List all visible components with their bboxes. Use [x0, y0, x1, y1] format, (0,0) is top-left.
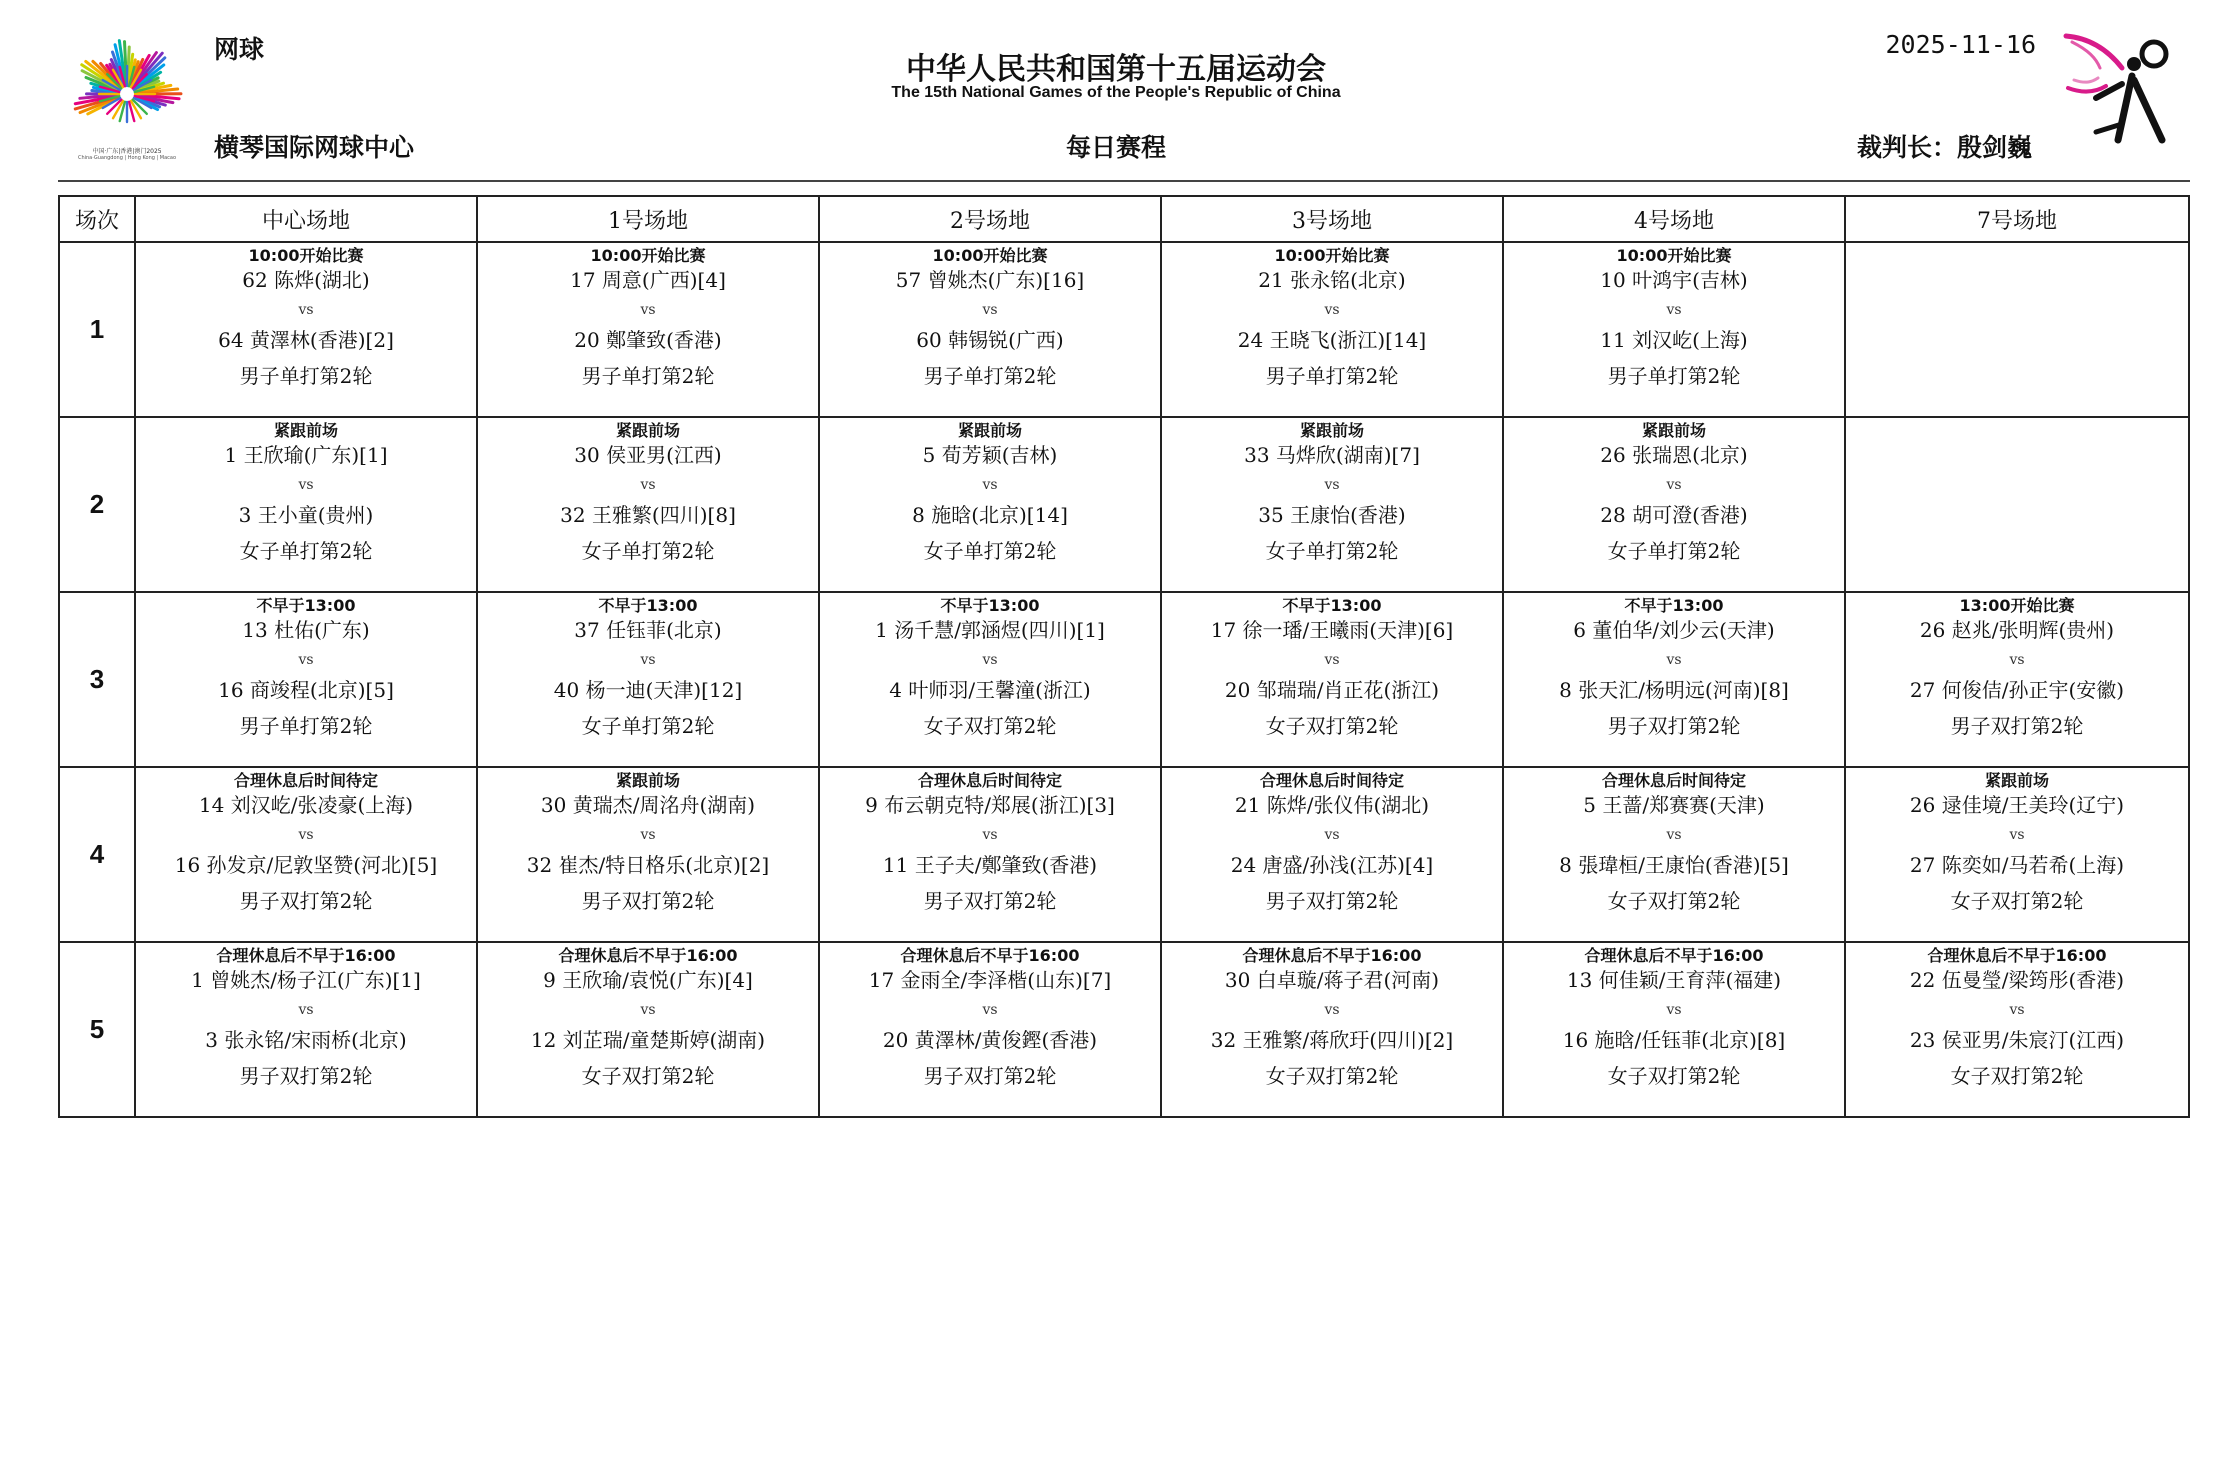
- match-card: [478, 768, 818, 939]
- match-cell: [1503, 942, 1845, 1117]
- match-card: [478, 243, 818, 414]
- player-two: 3 王小童(贵州): [238, 503, 374, 527]
- match-cell: [819, 242, 1161, 417]
- match-time-note: 紧跟前场: [957, 421, 1022, 440]
- table-row: [59, 242, 2189, 417]
- event-round: 女子单打第2轮: [923, 539, 1057, 563]
- match-cell: [1161, 942, 1503, 1117]
- versus-label: vs: [298, 652, 314, 668]
- slot-number: 1: [59, 242, 135, 417]
- versus-label: vs: [1324, 1002, 1340, 1018]
- match-card: [1504, 593, 1844, 764]
- player-two: 27 陈奕如/马若希(上海): [1909, 853, 2125, 877]
- match-card: [1162, 768, 1502, 939]
- event-round: 男子双打第2轮: [581, 889, 715, 913]
- schedule-body: [59, 242, 2189, 1117]
- event-round: 男子单打第2轮: [1265, 364, 1399, 388]
- versus-label: vs: [1666, 827, 1682, 843]
- versus-label: vs: [1324, 652, 1340, 668]
- match-cell: [1161, 417, 1503, 592]
- schedule-table: [58, 195, 2190, 1118]
- match-cell: [477, 942, 819, 1117]
- versus-label: vs: [2009, 1002, 2025, 1018]
- event-round: 男子双打第2轮: [923, 889, 1057, 913]
- player-one: 5 荀芳颖(吉林): [922, 443, 1058, 467]
- match-time-note: 合理休息后不早于16:00: [900, 946, 1080, 965]
- match-time-note: 10:00开始比赛: [590, 246, 706, 265]
- player-one: 33 马烨欣(湖南)[7]: [1244, 443, 1420, 467]
- page-subtitle: 每日赛程: [1065, 133, 1166, 162]
- player-one: 14 刘汉屹/张凌豪(上海): [198, 793, 414, 817]
- event-round: 男子双打第2轮: [239, 1064, 373, 1088]
- match-cell: [1503, 592, 1845, 767]
- match-time-note: 不早于13:00: [256, 596, 356, 615]
- match-card: [1504, 768, 1844, 939]
- event-round: 女子单打第2轮: [239, 539, 373, 563]
- versus-label: vs: [982, 302, 998, 318]
- player-one: 13 何佳颖/王育萍(福建): [1566, 968, 1782, 992]
- player-one: 57 曾姚杰(广东)[16]: [895, 268, 1085, 292]
- match-card: [136, 593, 476, 764]
- match-cell: [1161, 592, 1503, 767]
- empty-match-cell: [1845, 417, 2189, 592]
- player-one: 37 任钰菲(北京): [574, 618, 722, 642]
- versus-label: vs: [640, 827, 656, 843]
- match-time-note: 不早于13:00: [940, 596, 1040, 615]
- match-cell: [1161, 767, 1503, 942]
- versus-label: vs: [298, 302, 314, 318]
- match-time-note: 10:00开始比赛: [932, 246, 1048, 265]
- player-one: 30 白卓璇/蒋子君(河南): [1224, 968, 1440, 992]
- player-one: 13 杜佑(广东): [242, 618, 370, 642]
- match-time-note: 紧跟前场: [273, 421, 338, 440]
- player-one: 17 金雨全/李泽楷(山东)[7]: [868, 968, 1112, 992]
- versus-label: vs: [1666, 652, 1682, 668]
- sport-pictogram: [2060, 28, 2176, 164]
- player-two: 16 孙发京/尼敦坚赞(河北)[5]: [174, 853, 438, 877]
- event-round: 女子双打第2轮: [1265, 1064, 1399, 1088]
- player-one: 1 汤千慧/郭涵煜(四川)[1]: [875, 618, 1105, 642]
- match-time-note: 合理休息后不早于16:00: [558, 946, 738, 965]
- event-round: 女子单打第2轮: [1607, 539, 1741, 563]
- match-cell: [477, 242, 819, 417]
- versus-label: vs: [982, 1002, 998, 1018]
- sport-name: 网球: [214, 35, 265, 64]
- match-cell: [135, 592, 477, 767]
- versus-label: vs: [640, 1002, 656, 1018]
- match-time-note: 紧跟前场: [1299, 421, 1364, 440]
- table-row: [59, 592, 2189, 767]
- referee-name: 裁判长：殷剑巍: [1856, 133, 2032, 162]
- match-time-note: 10:00开始比赛: [248, 246, 364, 265]
- versus-label: vs: [982, 652, 998, 668]
- match-time-note: 合理休息后时间待定: [1259, 771, 1404, 790]
- event-round: 女子双打第2轮: [1607, 889, 1741, 913]
- logo-caption: 中国·广东|香港|澳门2025: [92, 148, 162, 155]
- versus-label: vs: [640, 302, 656, 318]
- versus-label: vs: [298, 477, 314, 493]
- match-time-note: 紧跟前场: [1641, 421, 1706, 440]
- column-header-court: 1号场地: [477, 196, 819, 242]
- match-card: [478, 943, 818, 1114]
- event-round: 男子双打第2轮: [239, 889, 373, 913]
- match-cell: [135, 767, 477, 942]
- match-card: [1846, 943, 2188, 1114]
- match-time-note: 紧跟前场: [615, 771, 680, 790]
- event-round: 女子双打第2轮: [1950, 1064, 2084, 1088]
- match-card: [820, 243, 1160, 414]
- player-two: 20 黄澤林/黄俊鏗(香港): [882, 1028, 1098, 1052]
- match-time-note: 不早于13:00: [598, 596, 698, 615]
- match-cell: [1503, 767, 1845, 942]
- player-two: 8 施晗(北京)[14]: [912, 503, 1068, 527]
- player-two: 16 施晗/任钰菲(北京)[8]: [1562, 1028, 1786, 1052]
- event-round: 男子单打第2轮: [923, 364, 1057, 388]
- match-cell: [819, 942, 1161, 1117]
- match-time-note: 合理休息后时间待定: [917, 771, 1062, 790]
- player-two: 4 叶师羽/王馨潼(浙江): [889, 678, 1091, 702]
- player-two: 24 唐盛/孙浅(江苏)[4]: [1230, 853, 1434, 877]
- player-one: 30 黄瑞杰/周洺舟(湖南): [540, 793, 756, 817]
- match-time-note: 合理休息后不早于16:00: [1242, 946, 1422, 965]
- player-two: 11 王子夫/鄭肇致(香港): [882, 853, 1098, 877]
- player-one: 17 周意(广西)[4]: [570, 268, 726, 292]
- event-round: 男子双打第2轮: [923, 1064, 1057, 1088]
- match-cell: [135, 242, 477, 417]
- match-time-note: 紧跟前场: [615, 421, 680, 440]
- player-one: 1 曾姚杰/杨子江(广东)[1]: [191, 968, 421, 992]
- player-one: 5 王蔷/郑赛赛(天津): [1583, 793, 1765, 817]
- empty-match-cell: [1845, 242, 2189, 417]
- match-cell: [1503, 242, 1845, 417]
- player-two: 32 王雅繁/蒋欣玗(四川)[2]: [1210, 1028, 1454, 1052]
- player-two: 27 何俊佶/孙正宇(安徽): [1909, 678, 2125, 702]
- match-card: [1162, 943, 1502, 1114]
- match-cell: [819, 592, 1161, 767]
- match-card: [1162, 593, 1502, 764]
- versus-label: vs: [1324, 477, 1340, 493]
- event-round: 男子双打第2轮: [1607, 714, 1741, 738]
- versus-label: vs: [640, 477, 656, 493]
- player-one: 26 张瑞恩(北京): [1600, 443, 1748, 467]
- tennis-pictogram-icon: [2060, 28, 2176, 164]
- versus-label: vs: [1666, 302, 1682, 318]
- player-one: 17 徐一璠/王曦雨(天津)[6]: [1210, 618, 1454, 642]
- table-header-row: [59, 196, 2189, 242]
- schedule-date: 2025-11-16: [1885, 30, 2036, 59]
- versus-label: vs: [1324, 827, 1340, 843]
- match-time-note: 10:00开始比赛: [1616, 246, 1732, 265]
- event-round: 男子双打第2轮: [1950, 714, 2084, 738]
- event-round: 女子双打第2轮: [1265, 714, 1399, 738]
- match-card: [1504, 243, 1844, 414]
- player-two: 23 侯亚男/朱宸汀(江西): [1909, 1028, 2125, 1052]
- match-cell: [1503, 417, 1845, 592]
- player-two: 64 黄澤林(香港)[2]: [218, 328, 394, 352]
- versus-label: vs: [982, 477, 998, 493]
- match-time-note: 合理休息后时间待定: [1601, 771, 1746, 790]
- player-two: 40 杨一迪(天津)[12]: [553, 678, 743, 702]
- match-time-note: 10:00开始比赛: [1274, 246, 1390, 265]
- player-two: 8 張瑋桓/王康怡(香港)[5]: [1559, 853, 1789, 877]
- versus-label: vs: [1666, 1002, 1682, 1018]
- match-cell: [135, 942, 477, 1117]
- match-card: [1162, 418, 1502, 589]
- match-card: [478, 593, 818, 764]
- player-one: 9 王欣瑜/袁悦(广东)[4]: [543, 968, 753, 992]
- versus-label: vs: [1324, 302, 1340, 318]
- player-one: 1 王欣瑜(广东)[1]: [224, 443, 388, 467]
- match-cell: [819, 767, 1161, 942]
- match-cell: [135, 417, 477, 592]
- player-two: 60 韩锡锐(广西): [916, 328, 1064, 352]
- player-two: 12 刘芷瑞/童楚斯婷(湖南): [530, 1028, 766, 1052]
- player-one: 30 侯亚男(江西): [574, 443, 722, 467]
- match-card: [1846, 768, 2188, 939]
- slot-number: 4: [59, 767, 135, 942]
- player-one: 62 陈烨(湖北): [242, 268, 370, 292]
- player-one: 21 陈烨/张仪伟(湖北): [1234, 793, 1430, 817]
- slot-number: 2: [59, 417, 135, 592]
- column-header-slot: 场次: [59, 196, 135, 242]
- match-card: [1504, 418, 1844, 589]
- player-one: 6 董伯华/刘少云(天津): [1573, 618, 1775, 642]
- match-time-note: 不早于13:00: [1624, 596, 1724, 615]
- event-round: 男子单打第2轮: [239, 364, 373, 388]
- match-card: [478, 418, 818, 589]
- player-two: 16 商竣程(北京)[5]: [218, 678, 394, 702]
- player-one: 10 叶鸿宇(吉林): [1600, 268, 1748, 292]
- player-two: 8 张天汇/杨明远(河南)[8]: [1559, 678, 1789, 702]
- match-card: [136, 768, 476, 939]
- match-time-note: 合理休息后不早于16:00: [1927, 946, 2107, 965]
- player-two: 28 胡可澄(香港): [1600, 503, 1748, 527]
- match-card: [820, 768, 1160, 939]
- player-two: 35 王康怡(香港): [1258, 503, 1406, 527]
- event-round: 女子双打第2轮: [923, 714, 1057, 738]
- page-title-en: The 15th National Games of the People's Republic of China: [891, 84, 1341, 101]
- versus-label: vs: [640, 652, 656, 668]
- header-divider: [58, 180, 2190, 182]
- column-header-court: 7号场地: [1845, 196, 2189, 242]
- event-round: 女子单打第2轮: [581, 539, 715, 563]
- match-card: [136, 418, 476, 589]
- match-card: [1504, 943, 1844, 1114]
- versus-label: vs: [1666, 477, 1682, 493]
- match-cell: [477, 592, 819, 767]
- player-two: 11 刘汉屹(上海): [1600, 328, 1748, 352]
- match-time-note: 合理休息后不早于16:00: [1584, 946, 1764, 965]
- match-cell: [1845, 942, 2189, 1117]
- player-two: 32 崔杰/特日格乐(北京)[2]: [526, 853, 770, 877]
- match-card: [136, 243, 476, 414]
- match-time-note: 不早于13:00: [1282, 596, 1382, 615]
- event-round: 男子双打第2轮: [1265, 889, 1399, 913]
- page-title: 中华人民共和国第十五届运动会: [906, 52, 1326, 87]
- versus-label: vs: [298, 1002, 314, 1018]
- event-round: 女子单打第2轮: [1265, 539, 1399, 563]
- match-cell: [1845, 592, 2189, 767]
- column-header-court: 中心场地: [135, 196, 477, 242]
- match-time-note: 合理休息后时间待定: [233, 771, 378, 790]
- event-round: 女子双打第2轮: [1607, 1064, 1741, 1088]
- table-row: [59, 767, 2189, 942]
- match-time-note: 紧跟前场: [1984, 771, 2049, 790]
- player-one: 26 逯佳境/王美玲(辽宁): [1909, 793, 2125, 817]
- event-round: 男子单打第2轮: [239, 714, 373, 738]
- player-one: 26 赵兆/张明辉(贵州): [1919, 618, 2115, 642]
- match-card: [820, 593, 1160, 764]
- player-two: 32 王雅繁(四川)[8]: [560, 503, 736, 527]
- table-row: [59, 942, 2189, 1117]
- versus-label: vs: [982, 827, 998, 843]
- player-two: 24 王晓飞(浙江)[14]: [1237, 328, 1427, 352]
- event-round: 女子双打第2轮: [1950, 889, 2084, 913]
- match-cell: [1845, 767, 2189, 942]
- player-one: 22 伍曼瑩/梁筠彤(香港): [1909, 968, 2125, 992]
- versus-label: vs: [2009, 827, 2025, 843]
- match-card: [820, 943, 1160, 1114]
- match-cell: [1161, 242, 1503, 417]
- player-two: 20 鄭肇致(香港): [574, 328, 722, 352]
- event-round: 男子单打第2轮: [581, 364, 715, 388]
- match-card: [1162, 243, 1502, 414]
- match-cell: [477, 767, 819, 942]
- column-header-court: 4号场地: [1503, 196, 1845, 242]
- column-header-court: 3号场地: [1161, 196, 1503, 242]
- match-time-note: 13:00开始比赛: [1959, 596, 2075, 615]
- slot-number: 3: [59, 592, 135, 767]
- player-one: 21 张永铭(北京): [1258, 268, 1406, 292]
- match-card: [820, 418, 1160, 589]
- slot-number: 5: [59, 942, 135, 1117]
- match-cell: [477, 417, 819, 592]
- event-round: 男子单打第2轮: [1607, 364, 1741, 388]
- versus-label: vs: [2009, 652, 2025, 668]
- venue-name: 横琴国际网球中心: [214, 133, 415, 162]
- player-two: 20 邹瑞瑞/肖正花(浙江): [1224, 678, 1440, 702]
- player-one: 9 布云朝克特/郑展(浙江)[3]: [865, 793, 1115, 817]
- versus-label: vs: [298, 827, 314, 843]
- match-time-note: 合理休息后不早于16:00: [216, 946, 396, 965]
- column-header-court: 2号场地: [819, 196, 1161, 242]
- player-two: 3 张永铭/宋雨桥(北京): [205, 1028, 407, 1052]
- logo-caption-en: China·Guangdong | Hong Kong | Macao: [77, 155, 177, 161]
- event-round: 女子双打第2轮: [581, 1064, 715, 1088]
- match-card: [136, 943, 476, 1114]
- match-card: [1846, 593, 2188, 764]
- table-row: [59, 417, 2189, 592]
- event-round: 女子单打第2轮: [581, 714, 715, 738]
- match-cell: [819, 417, 1161, 592]
